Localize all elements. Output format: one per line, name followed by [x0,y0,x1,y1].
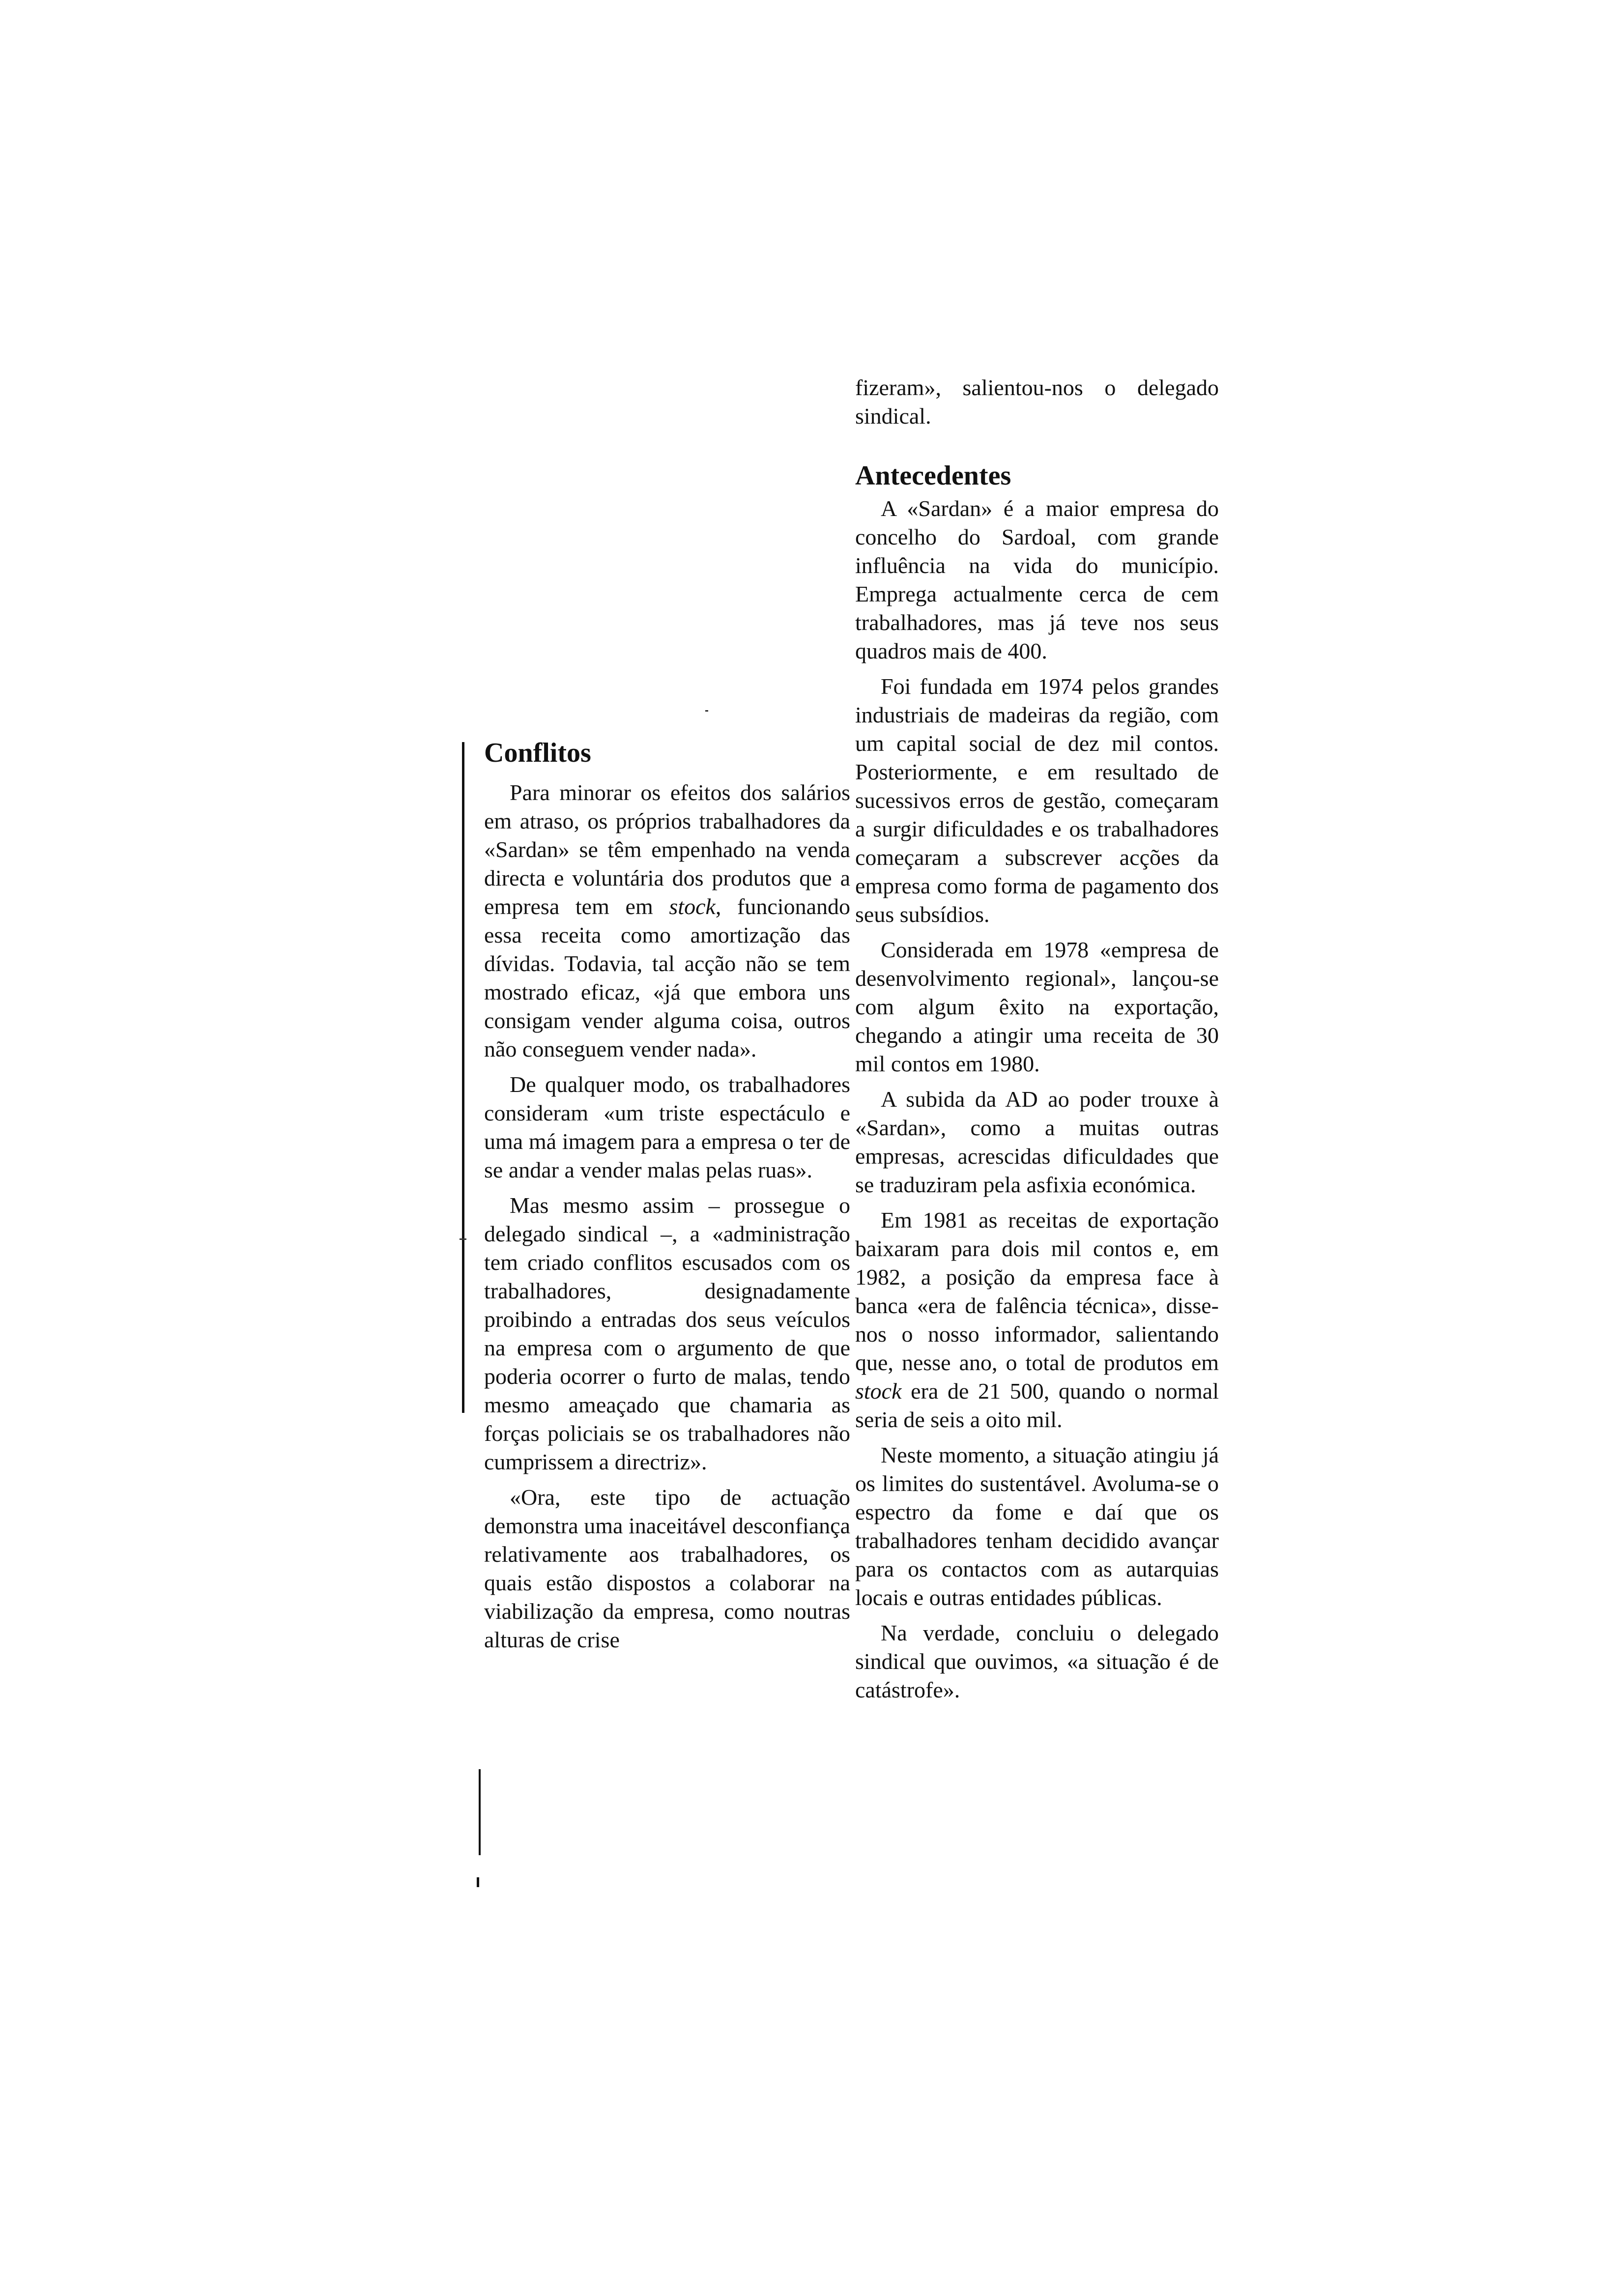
column-rule-upper [462,742,464,1413]
paragraph: Considerada em 1978 «empresa de desenvolvimento regional», lançou-se com algum êxito na exportação, chegando a atingir uma receita de 30 mil contos em 1980. [855,937,1219,1076]
paragraph: A subida da AD ao poder trouxe à «Sardan», como a muitas outras empresas, acrescidas dificuldades que se traduziram pela asfixia económica. [855,1087,1219,1197]
column-rule-lower [479,1769,481,1855]
section-heading-conflitos: Conflitos [484,738,591,768]
paragraph: A «Sardan» é a maior empresa do concelho do Sardoal, com grande influência na vida do município. Emprega actualmente cerca de cem trabalhadores, mas já teve nos seus quadros mais de 400. [855,496,1219,663]
left-column [484,737,850,1654]
paragraph: Neste momento, a situação atingiu já os limites do sustentável. Avoluma-se o espectro da fome e daí que os trabalhadores tenham decidido avançar para os contactos com as autarquias locais e outras entidades públicas. [855,1442,1219,1610]
paragraph: Foi fundada em 1974 pelos grandes industriais de madeiras da região, com um capital social de dez mil contos. Posteriormente, e em resultado de sucessivos erros de gestão, começaram a surgir dificuldades e os trabalhadores começaram a subscrever acções da empresa como forma de pagamento dos seus subsídios. [855,674,1219,927]
right-column [855,373,1219,1704]
column-rule-mark [477,1877,479,1887]
paragraph: Mas mesmo assim – prossegue o delegado sindical –, a «administração tem criado conflitos escusados com os trabalhadores, designadamente proibindo a entradas dos seus veículos na empresa com o argumento de que poderia ocorrer o furto de malas, tendo mesmo ameaçado que chamaria as forças policiais se os trabalhadores não cumprissem a directriz». [484,1193,850,1474]
scan-speck [705,710,708,712]
paragraph: Para minorar os efeitos dos salários em atraso, os próprios trabalhadores da «Sardan» se têm empenhado na venda directa e voluntária dos produtos que a empresa tem em stock, funcionando essa receita como amortização das dívidas. Todavia, tal acção não se tem mostrado eficaz, «já que embora uns consigam vender alguma coisa, outros não conseguem vender nada». [484,780,850,1062]
scan-speck [460,1238,466,1240]
italic-word: stock [669,894,716,919]
paragraph: Na verdade, concluiu o delegado sindical que ouvimos, «a situação é de catástrofe». [855,1620,1219,1702]
italic-word: stock [855,1378,902,1404]
section-heading-antecedentes: Antecedentes [855,460,1011,491]
paragraph: «Ora, este tipo de actuação demonstra uma inaceitável desconfiança relativamente aos trabalhadores, os quais estão dispostos a colaborar na viabilização da empresa, como noutras alturas de crise [484,1485,850,1652]
continuation-text: fizeram», salientou-nos o delegado sindical. [855,375,1219,429]
paragraph: De qualquer modo, os trabalhadores consideram «um triste espectáculo e uma má imagem para a empresa o ter de se andar a vender malas pelas ruas». [484,1072,850,1182]
paragraph: Em 1981 as receitas de exportação baixaram para dois mil contos e, em 1982, a posição da empresa face à banca «era de falência técnica», disse-nos o nosso informador, salientando que, nesse ano, o total de produtos em stock era de 21 500, quando o normal seria de seis a oito mil. [855,1207,1219,1432]
